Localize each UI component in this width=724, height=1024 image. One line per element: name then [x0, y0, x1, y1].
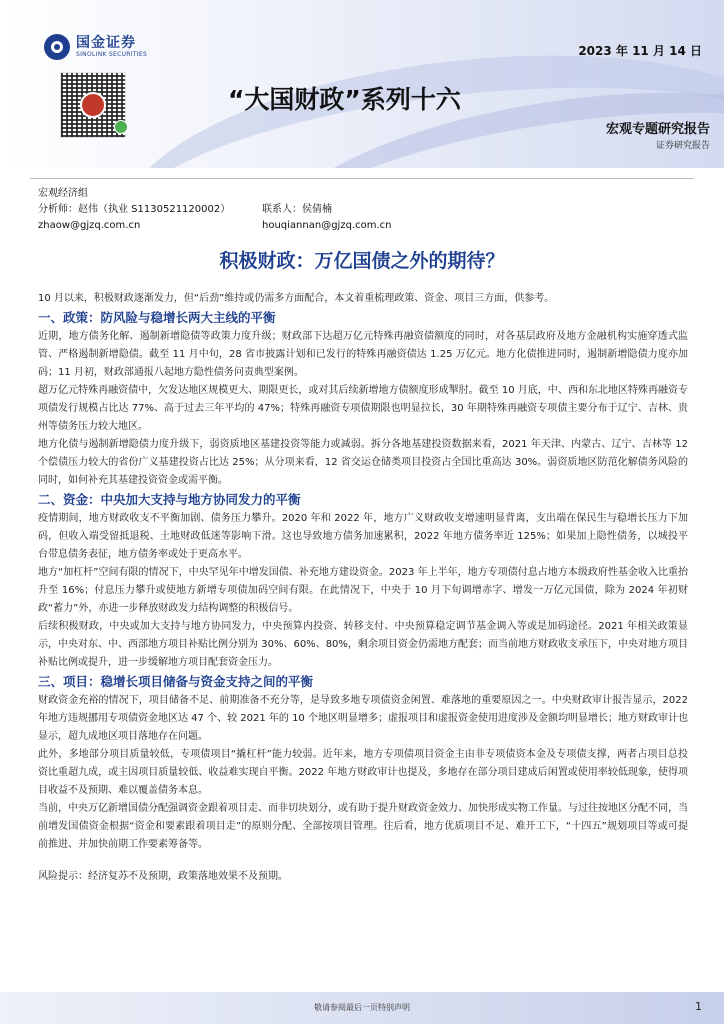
footer-disclaimer[interactable]: 敬请参阅最后一页特别声明 — [314, 1003, 410, 1012]
report-type: 宏观专题研究报告 — [605, 122, 710, 137]
series-title: “大国财政”系列十六 — [228, 85, 461, 114]
analyst-group: 宏观经济组 — [38, 188, 88, 199]
section-heading: 三、项目：稳增长项目储备与资金支持之间的平衡 — [38, 674, 314, 689]
intro-paragraph: 10 月以来，积极财政逐渐发力，但“后劲”维持或仍需多方面配合，本文着重梳理政策、资金、项目三方面，供参考。 — [38, 293, 555, 304]
logo-name-en: SINOLINK SECURITIES — [76, 51, 148, 58]
paragraph: 超万亿元特殊再融资债中，欠发达地区规模更大、期限更长，或对其后续新增地方债额度形成掣肘。截至 10 月底，中、西和东北地区特殊再融资专项债发行规模占比达 77%、高于过去三年平均的 47%；特殊再融资专项债期限也明显拉长，30 年期特殊再融资专项债主要分布于辽宁、吉林、贵州等债务压力较大地区。 — [38, 385, 688, 432]
contact-name: 联系人：侯倩楠 — [262, 204, 332, 215]
paragraph: 地方化债与遏制新增隐债力度升级下，弱资质地区基建投资等能力或减弱。拆分各地基建投资数据来看，2021 年天津、内蒙古、辽宁、吉林等 12 个偿债压力较大的省份广义基建投资占比达 25%；从分项来看，12 省交运仓储类项目投资占全国比重高达 30%。弱资质地区防范化解债务风险的同时，如何补充其基建投资资金或需平衡。 — [38, 439, 688, 486]
section-projects — [38, 672, 688, 854]
qr-logo-icon — [80, 92, 106, 118]
logo-name-cn: 国金证券 — [76, 35, 136, 51]
analyst-email[interactable]: zhaow@gjzq.com.cn — [38, 220, 141, 231]
paragraph: 疫情期间，地方财政收支不平衡加剧、债务压力攀升。2020 年和 2022 年，地方广义财政收支增速明显背离，支出端在保民生与稳增长压力下加码，但收入端受留抵退税、土地财政低迷等影响下滑。这也导致地方债务加速累积，2022 年地方债务率近 125%；如果加上隐性债务，以城投平台带息债务表征，地方债务率或处于更高水平。 — [38, 513, 688, 560]
paragraph: 后续积极财政，中央或加大支持与地方协同发力，中央预算内投资、转移支付、中央预算稳定调节基金调入等或是加码途径。2021 年相关政策显示，中央对东、中、西部地方项目补贴比例分别为 30%、60%、80%，剩余项目资金仍需地方配套；而当前地方财政收支承压下，中央对地方项目补贴比例或提升，进一步缓解地方项目配套资金压力。 — [38, 621, 688, 668]
header-divider — [30, 178, 694, 179]
company-logo — [44, 34, 147, 60]
analyst-info — [38, 186, 391, 234]
page-number: 1 — [695, 1000, 702, 1013]
risk-warning: 风险提示：经济复苏不及预期，政策落地效果不及预期。 — [38, 871, 288, 882]
paragraph: 地方“加杠杆”空间有限的情况下，中央罕见年中增发国债、补充地方建设资金。2023 年上半年，地方专项债付息占地方本级政府性基金收入比重抬升至 16%；付息压力攀升或使地方新增专项债加码空间有限。在此情况下，中央于 10 月下旬调增赤字、增发一万亿元国债，除为 2024 年初财政“蓄力”外，亦进一步释放财政发力结构调整的积极信号。 — [38, 567, 688, 614]
analyst-name: 分析师：赵伟（执业 S1130521120002） — [38, 204, 231, 215]
report-body — [38, 290, 688, 886]
report-header — [0, 0, 724, 168]
section-heading: 一、政策：防风险与稳增长两大主线的平衡 — [38, 310, 276, 325]
report-title: 积极财政：万亿国债之外的期待？ — [219, 250, 505, 272]
contact-email[interactable]: houqiannan@gjzq.com.cn — [262, 220, 392, 231]
paragraph: 此外，多地部分项目质量较低，专项债项目“撬杠杆”能力较弱。近年来，地方专项债项目资金主由非专项债资本金及专项债支撑，两者占项目总投资比重超九成，或主因项目质量较低、收益难实现自平衡。2022 年地方财政审计也提及，多地存在部分项目建成后闲置或使用率较低现象，使得项目收益不及预期、难以覆盖债务本息。 — [38, 749, 688, 796]
paragraph: 财政资金充裕的情况下，项目储备不足、前期准备不充分等，是导致多地专项债资金闲置、难落地的重要原因之一。中央财政审计报告显示，2022 年地方违规挪用专项债资金地区达 47 个、较 2021 年的 10 个地区明显增多；虚报项目和虚报资金使用进度涉及金额均明显增长；地方财政审计也显示，超九成地区项目落地存在问题。 — [38, 695, 688, 742]
logo-icon — [44, 34, 70, 60]
report-date: 2023 年 11 月 14 日 — [578, 44, 702, 58]
paragraph: 近期，地方债务化解、遏制新增隐债等政策力度升级；财政部下达超万亿元特殊再融资债额度的同时，对各基层政府及地方金融机构实施穿透式监管、严格遏制新增隐债。截至 11 月中旬，28 省市披露计划和已发行的特殊再融资债达 1.25 万亿元。地方化债推进同时，遏制新增隐债力度亦加码；11 月初，财政部通报八起地方隐性债务问责典型案例。 — [38, 331, 688, 378]
qr-badge-icon — [114, 120, 128, 134]
report-subtype: 证券研究报告 — [655, 141, 710, 151]
section-funding — [38, 490, 688, 672]
section-policy — [38, 308, 688, 490]
paragraph: 当前，中央万亿新增国债分配强调资金跟着项目走、而非切块划分，或有助于提升财政资金效力、加快形成实物工作量。与过往按地区分配不同，当前增发国债资金根据“资金和要素跟着项目走”的原则分配、全部按项目管理。往后看，地方优质项目不足、难开工下，“十四五”规划项目等或可提前推进、并加快前期工作要素筹备等。 — [38, 803, 688, 850]
section-heading: 二、资金：中央加大支持与地方协同发力的平衡 — [38, 492, 301, 507]
